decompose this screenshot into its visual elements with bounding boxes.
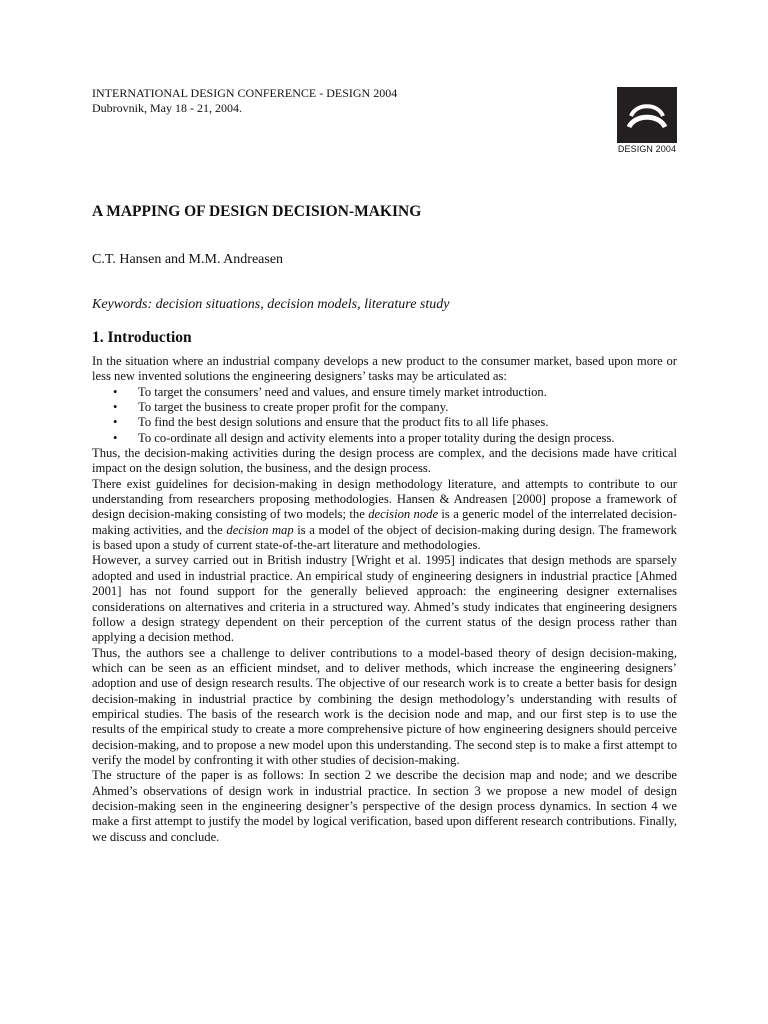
design-2004-logo [617, 87, 677, 143]
paragraph-6: The structure of the paper is as follows: In section 2 we describe the decision map and node; and we describe Ahmed’s observations of design work in industrial practice. In section 3 we propose a new model of design decision-making seen in the engineering designer’s perspective of the design process dynamics. In section 4 we make a first attempt to justify the model by logical verification, based upon different research contributions. Finally, we discuss and conclude. [92, 768, 677, 844]
arches-icon [617, 87, 677, 143]
paragraph-3-text-b: is a generic model of the interrelated decision-making activities, and the [92, 507, 677, 537]
introduction-body [92, 354, 677, 845]
paragraph-3-text-c: is a model of the object of decision-making during design. The framework is based upon a study of current state-of-the-art literature and methodologies. [92, 522, 677, 553]
paragraph-2: Thus, the decision-making activities during the design process are complex, and the decisions made have critical impact on the design solution, the business, and the design process. [92, 446, 677, 476]
paper-authors: C.T. Hansen and M.M. Andreasen [92, 252, 284, 267]
term-decision-node: decision node [368, 507, 439, 522]
conference-location-date: Dubrovnik, May 18 - 21, 2004. [92, 101, 242, 115]
bullet-item: • To target the business to create proper profit for the company. [92, 400, 677, 415]
paragraph-1: In the situation where an industrial company develops a new product to the consumer market, based upon more or less new invented solutions the engineering designers’ tasks may be articulated as: [92, 354, 677, 384]
logo-label: DESIGN 2004 [617, 144, 677, 154]
bullet-item: • To find the best design solutions and ensure that the product fits to all life phases. [92, 415, 677, 430]
conference-name: INTERNATIONAL DESIGN CONFERENCE - DESIGN 2004 [92, 86, 398, 100]
paragraph-5: Thus, the authors see a challenge to deliver contributions to a model-based theory of design decision-making, which can be seen as an efficient mindset, and to deliver methods, which increase the engineering designers’ adoption and use of design research results. The objective of our research work is to create a better basis for design decision-making in industrial practice by combining the design methodology’s understanding with results of empirical studies. The basis of the research work is the decision node and map, and our first step is to use the results of the empirical study to create a more comprehensive picture of how engineering designers should perceive decision-making, and to propose a new model upon this understanding. The second step is to make a first attempt to verify the model by confronting it with other studies of decision-making. [92, 645, 677, 767]
task-bullet-list [92, 385, 677, 446]
paper-title: A MAPPING OF DESIGN DECISION-MAKING [92, 203, 422, 220]
section-heading-introduction: 1. Introduction [92, 329, 192, 346]
paragraph-3-text-a: There exist guidelines for decision-making in design methodology literature, and attempts to contribute to our understanding from researchers proposing methodologies. Hansen & Andreasen [2000] propose a framework of design decision-making consisting of two models; the [92, 476, 677, 522]
bullet-item: • To target the consumers’ need and values, and ensure timely market introduction. [92, 385, 677, 400]
term-decision-map: decision map [226, 522, 294, 537]
conference-header [92, 86, 397, 116]
paragraph-4: However, a survey carried out in British industry [Wright et al. 1995] indicates that design methods are sparsely adopted and used in industrial practice. An empirical study of engineering designers in industrial practice [Ahmed 2001] has not found support for the generally believed approach: the engineering designer externalises considerations on alternatives and criteria in a structured way. Ahmed’s study indicates that engineering designers follow a design strategy dependent on their perception of the current status of the design process rather than applying a decision method. [92, 553, 677, 645]
bullet-item: • To co-ordinate all design and activity elements into a proper totality during the design process. [92, 431, 677, 446]
paper-keywords: Keywords: decision situations, decision models, literature study [92, 297, 450, 312]
paragraph-3 [92, 477, 677, 554]
